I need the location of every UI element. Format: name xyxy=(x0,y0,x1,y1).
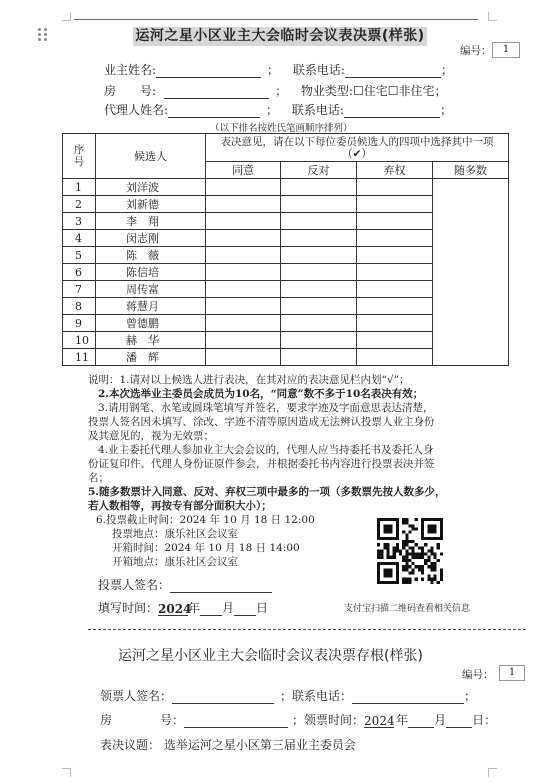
stub-phone-label: 联系电话： xyxy=(292,689,353,703)
vote-cell-follow-majority[interactable] xyxy=(433,179,509,366)
voter-sign-row xyxy=(98,576,272,593)
candidate-no: 11 xyxy=(63,349,96,366)
fill-date-row xyxy=(98,599,268,616)
proxy-phone-label: 联系电话: xyxy=(291,103,344,117)
candidate-row xyxy=(63,179,509,196)
candidate-name: 蒋慧月 xyxy=(96,298,206,315)
note-3a: 3.请用钢笔、水笔或圆珠笔填写并签名，要求字迹及字面意思表达清楚， xyxy=(98,402,434,414)
stub-motion: 表决议题： 选举运河之星小区第三届业主委员会 xyxy=(100,738,356,752)
vote-cell-agree[interactable] xyxy=(206,179,281,196)
semicolon: ； xyxy=(266,103,279,117)
drag-handle-icon[interactable] xyxy=(38,28,48,42)
phone-label: 联系电话: xyxy=(292,63,345,77)
vote-cell-agree[interactable] xyxy=(206,332,281,349)
semicolon: ； xyxy=(292,713,305,727)
room-label: 房 号 xyxy=(104,84,153,98)
proxy-name-field[interactable] xyxy=(168,104,260,118)
note-3b: 投票人签名因未填写、涂改、字迹不清等原因造成无法辨认投票人业主身份 xyxy=(88,416,435,428)
semicolon: ； xyxy=(434,84,447,98)
semicolon: ； xyxy=(464,689,477,703)
colon: : xyxy=(152,84,157,98)
semicolon: ； xyxy=(440,63,453,77)
header-opinion: 表决意见，请在以下每位委员候选人的四项中选择其中一项（✔） xyxy=(206,134,509,162)
nonresidential-checkbox[interactable]: ☐非住宅 xyxy=(387,84,435,98)
semicolon: ； xyxy=(280,689,293,703)
candidate-name: 刘新德 xyxy=(96,196,206,213)
year-unit: 年 xyxy=(396,713,409,727)
semicolon: ； xyxy=(275,84,288,98)
note-5b: 若人数相等，再按专有部分面积大小）； xyxy=(88,500,272,512)
vote-cell-oppose[interactable] xyxy=(281,247,357,264)
candidate-no: 6 xyxy=(63,264,96,281)
vote-cell-agree[interactable] xyxy=(206,213,281,230)
stub-receiver-field[interactable] xyxy=(172,690,274,704)
qr-code[interactable] xyxy=(377,518,443,584)
stub-phone-field[interactable] xyxy=(352,690,464,704)
corner-mark-bottom-left xyxy=(62,768,71,777)
voter-sign-label: 投票人签名： xyxy=(98,578,171,592)
proxy-name-label: 代理人姓名: xyxy=(104,103,169,117)
vote-cell-abstain[interactable] xyxy=(357,196,433,213)
vote-cell-abstain[interactable] xyxy=(357,281,433,298)
room-row xyxy=(104,82,447,99)
fill-date-year[interactable]: 2024 xyxy=(158,602,192,616)
candidate-name: 闵志刚 xyxy=(96,230,206,247)
corner-mark-top-left xyxy=(62,12,71,21)
vote-cell-agree[interactable] xyxy=(206,298,281,315)
note-6-open-place: 开箱地点：康乐社区会议室 xyxy=(112,556,238,568)
corner-mark-top-right xyxy=(488,12,497,21)
candidate-name: 陈信培 xyxy=(96,264,206,281)
fill-date-day[interactable] xyxy=(234,602,256,616)
header-oppose: 反对 xyxy=(281,162,357,179)
note-3c: 及其意见的，视为无效票； xyxy=(88,430,214,442)
vote-cell-oppose[interactable] xyxy=(281,213,357,230)
day-unit: 日 xyxy=(256,601,269,615)
candidate-no: 1 xyxy=(63,179,96,196)
candidate-no: 4 xyxy=(63,230,96,247)
stub-serial-value[interactable] xyxy=(499,665,525,681)
owner-name-row xyxy=(104,61,453,78)
vote-cell-oppose[interactable] xyxy=(281,315,357,332)
note-2: 2.本次选举业主委员会成员为10名，“同意”数不多于10名表决有效； xyxy=(98,388,424,400)
vote-cell-agree[interactable] xyxy=(206,230,281,247)
candidate-no: 2 xyxy=(63,196,96,213)
header-agree: 同意 xyxy=(206,162,281,179)
month-unit: 月 xyxy=(434,713,447,727)
header-candidate: 候选人 xyxy=(96,134,206,179)
candidate-name: 潘 辉 xyxy=(96,349,206,366)
vote-cell-agree[interactable] xyxy=(206,315,281,332)
vote-cell-oppose[interactable] xyxy=(281,332,357,349)
phone-field[interactable] xyxy=(345,64,441,78)
stub-room-field[interactable] xyxy=(184,714,288,728)
page-title: 运河之星小区业主大会临时会议表决票(样张) xyxy=(133,27,427,46)
vote-cell-oppose[interactable] xyxy=(281,349,357,366)
room-field[interactable] xyxy=(164,85,269,99)
vote-cell-agree[interactable] xyxy=(206,264,281,281)
sort-note: （以下排名按姓氏笔画顺序排列） xyxy=(210,123,353,134)
stub-receiver-label: 领票人签名： xyxy=(100,689,173,703)
stub-vote-day[interactable] xyxy=(446,714,472,728)
vote-cell-abstain[interactable] xyxy=(357,332,433,349)
stub-vote-time-label: 领票时间： xyxy=(304,713,365,727)
stub-room-row xyxy=(100,711,496,728)
vote-cell-abstain[interactable] xyxy=(357,298,433,315)
cut-line xyxy=(88,629,526,630)
stub-serial-label: 编号： xyxy=(462,669,494,681)
header-abstain: 弃权 xyxy=(357,162,433,179)
note-6: 6.投票截止时间：2024 年 10 月 18 日 12:00 xyxy=(96,514,315,526)
stub-room-label: 房 号： xyxy=(100,713,185,727)
fill-date-label: 填写时间： xyxy=(98,601,159,615)
day-unit: 日： xyxy=(472,713,497,727)
note-6-place: 投票地点：康乐社区会议室 xyxy=(112,528,238,540)
serial-value[interactable] xyxy=(492,42,520,58)
vote-cell-agree[interactable] xyxy=(206,281,281,298)
candidate-no: 7 xyxy=(63,281,96,298)
note-1: 说明：1.请对以上候选人进行表决，在其对应的表决意见栏内划“√”； xyxy=(88,374,410,386)
residential-checkbox[interactable]: ☐住宅 xyxy=(352,84,388,98)
month-unit: 月 xyxy=(222,601,235,615)
vote-table xyxy=(62,133,509,366)
corner-mark-bottom-right xyxy=(488,768,497,777)
candidate-name: 曾德鹏 xyxy=(96,315,206,332)
note-6-open: 开箱时间：2024 年 10 月 18 日 14:00 xyxy=(112,542,300,554)
qr-caption: 支付宝扫描二维码查看相关信息 xyxy=(344,604,471,614)
vote-cell-oppose[interactable] xyxy=(281,298,357,315)
note-4a: 4.业主委托代理人参加业主大会会议的，代理人应当持委托书及委托人身 xyxy=(98,444,434,456)
stub-receiver-row xyxy=(100,687,476,704)
vote-cell-abstain[interactable] xyxy=(357,349,433,366)
header-no: 序号 xyxy=(63,134,96,179)
candidate-name: 李 翔 xyxy=(96,213,206,230)
note-4b: 份证复印件、代理人身份证原件参会，并根据委托书内容进行投票表决并签 xyxy=(88,458,435,470)
vote-cell-oppose[interactable] xyxy=(281,179,357,196)
semicolon: ； xyxy=(439,103,452,117)
header-follow-majority: 随多数 xyxy=(433,162,509,179)
candidate-name: 刘洋波 xyxy=(96,179,206,196)
candidate-name: 周传富 xyxy=(96,281,206,298)
top-border-line xyxy=(74,19,478,20)
stub-vote-month[interactable] xyxy=(408,714,434,728)
vote-cell-abstain[interactable] xyxy=(357,179,433,196)
vote-cell-abstain[interactable] xyxy=(357,230,433,247)
serial-value-text: 1 xyxy=(502,44,510,55)
candidate-no: 10 xyxy=(63,332,96,349)
stub-vote-year[interactable]: 2024 xyxy=(364,714,395,728)
candidate-name: 赫 华 xyxy=(96,332,206,349)
vote-cell-agree[interactable] xyxy=(206,349,281,366)
owner-name-field[interactable] xyxy=(156,64,261,78)
voter-sign-field[interactable] xyxy=(170,579,272,593)
vote-cell-abstain[interactable] xyxy=(357,315,433,332)
vote-cell-agree[interactable] xyxy=(206,247,281,264)
vote-cell-oppose[interactable] xyxy=(281,264,357,281)
vote-cell-oppose[interactable] xyxy=(281,196,357,213)
candidate-no: 8 xyxy=(63,298,96,315)
semicolon: ； xyxy=(267,63,280,77)
proxy-phone-field[interactable] xyxy=(344,104,440,118)
candidate-no: 5 xyxy=(63,247,96,264)
stub-title: 运河之星小区业主大会临时会议表决票存根(样张) xyxy=(118,648,423,664)
vote-cell-abstain[interactable] xyxy=(357,264,433,281)
property-type-label: 物业类型: xyxy=(300,84,353,98)
note-4c: 名； xyxy=(88,472,109,484)
candidate-no: 3 xyxy=(63,213,96,230)
serial-label: 编号： xyxy=(460,45,492,57)
owner-name-label: 业主姓名: xyxy=(104,63,157,77)
vote-cell-abstain[interactable] xyxy=(357,213,433,230)
proxy-row xyxy=(104,101,452,118)
year-unit: 年 xyxy=(188,601,201,615)
vote-cell-oppose[interactable] xyxy=(281,230,357,247)
fill-date-month[interactable] xyxy=(200,602,222,616)
note-5a: 5.随多数票计入同意、反对、弃权三项中最多的一项（多数票先按人数多少， xyxy=(88,486,446,498)
vote-cell-agree[interactable] xyxy=(206,196,281,213)
stub-serial-value-text: 1 xyxy=(508,667,516,678)
vote-cell-abstain[interactable] xyxy=(357,247,433,264)
candidate-name: 陈 薇 xyxy=(96,247,206,264)
vote-cell-oppose[interactable] xyxy=(281,281,357,298)
candidate-no: 9 xyxy=(63,315,96,332)
